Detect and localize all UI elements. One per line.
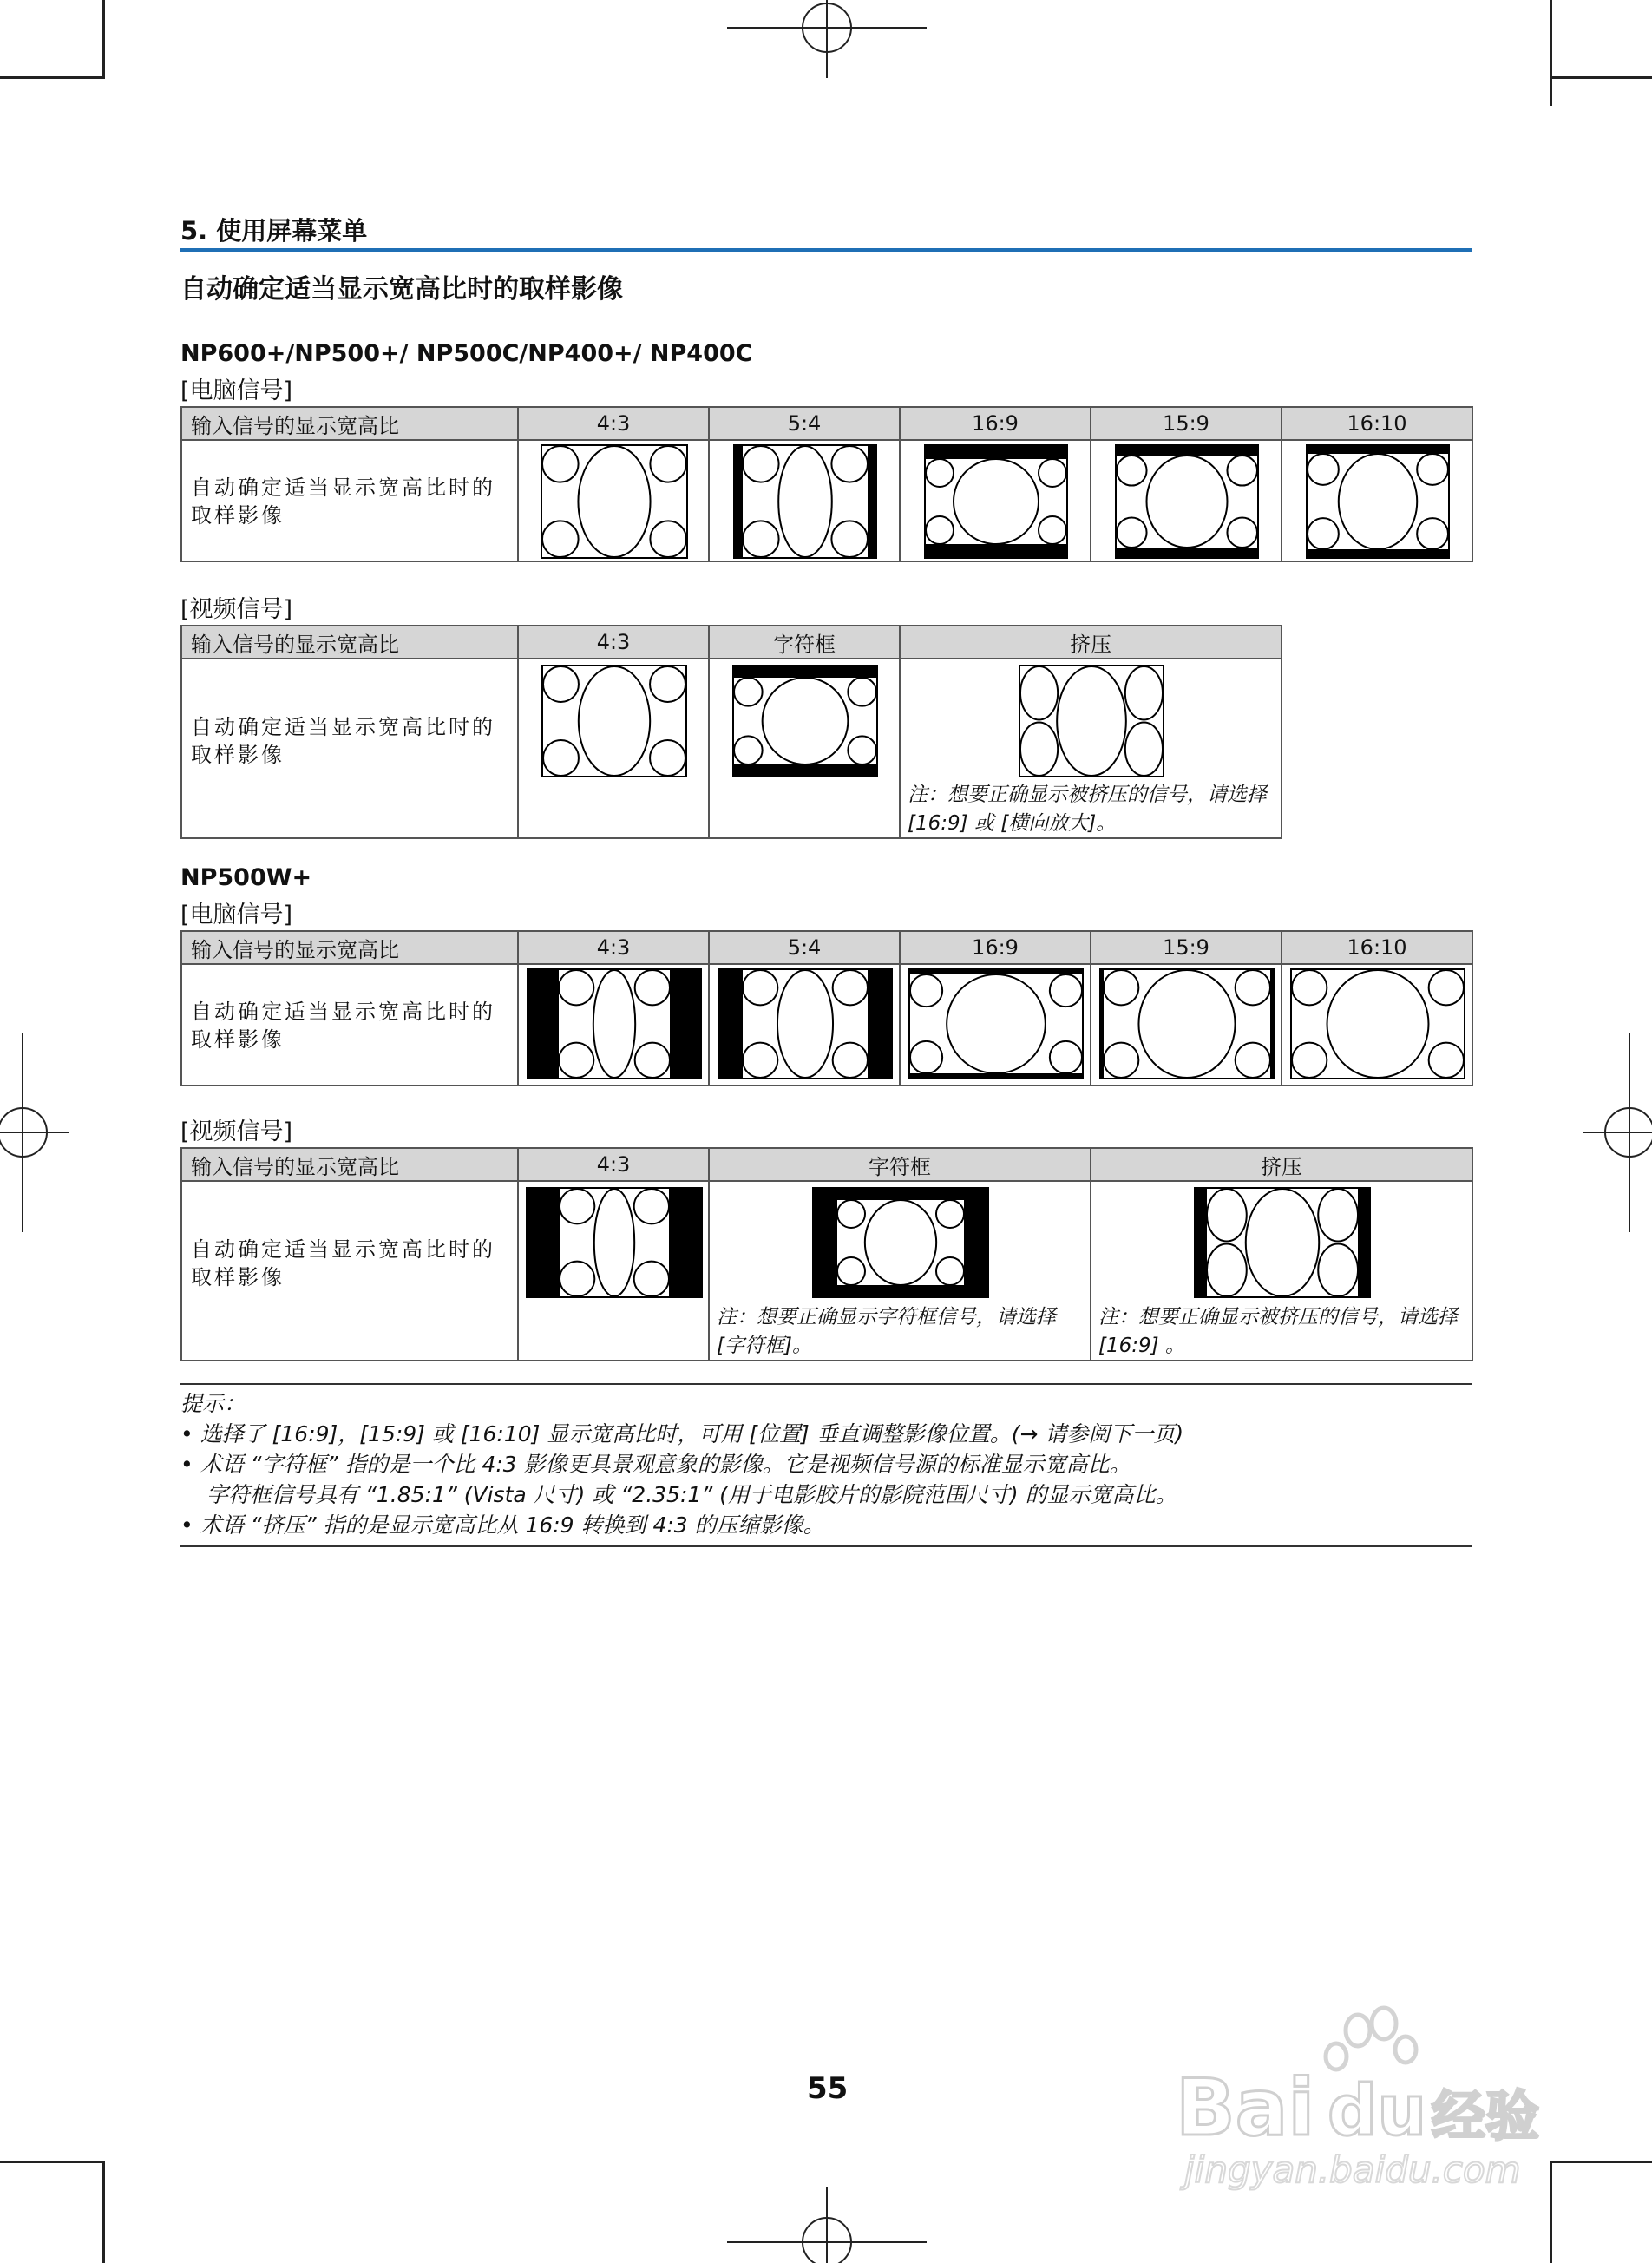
corner-circle [743, 446, 779, 482]
corner-circle [559, 1043, 593, 1078]
sample-image [1290, 968, 1465, 1079]
crop-mark [1550, 2161, 1652, 2163]
center-circle [1147, 456, 1228, 548]
sample-cell [900, 440, 1091, 561]
corner-circle [634, 1189, 669, 1223]
corner-circle [542, 446, 579, 482]
corner-circle [560, 1262, 594, 1296]
corner-circle [743, 1043, 777, 1078]
corner-circle [848, 736, 876, 764]
corner-circle [1207, 1189, 1247, 1241]
corner-circle [1308, 518, 1339, 549]
sample-image [812, 1187, 989, 1298]
corner-circle [650, 740, 685, 776]
corner-circle [837, 1200, 865, 1228]
corner-circle [634, 1262, 669, 1296]
sample-cell [1282, 964, 1472, 1086]
aspect-table-video-1 [180, 625, 1282, 839]
corner-circle [559, 970, 593, 1005]
corner-circle [910, 1041, 942, 1073]
sample-cell [1091, 1181, 1472, 1361]
table-row [181, 440, 1472, 561]
corner-circle [1429, 970, 1464, 1005]
row-label: 自动确定适当显示宽高比时的取样影像 [181, 659, 518, 838]
corner-circle [734, 736, 763, 764]
corner-circle [543, 666, 579, 702]
svg-text:Bai: Bai [1176, 2063, 1315, 2154]
header-cell: 4:3 [518, 1148, 709, 1181]
center-circle [1246, 1189, 1319, 1296]
sample-cell [900, 659, 1282, 838]
row-label: 自动确定适当显示宽高比时的取样影像 [181, 440, 518, 561]
corner-circle [910, 974, 942, 1007]
corner-circle [1117, 517, 1147, 548]
crop-mark [0, 76, 105, 79]
corner-circle [833, 1043, 868, 1078]
sample-image [908, 968, 1084, 1079]
table-header-row [181, 407, 1472, 440]
header-cell: 字符框 [709, 626, 900, 659]
corner-circle [743, 521, 779, 557]
corner-circle [1020, 666, 1058, 719]
row-label: 自动确定适当显示宽高比时的取样影像 [181, 1181, 518, 1361]
aspect-table-video-2 [180, 1147, 1473, 1361]
center-circle [1339, 454, 1417, 549]
corner-circle [650, 446, 686, 482]
section-title: 5. 使用屏幕菜单 [180, 216, 368, 246]
corner-circle [1125, 666, 1163, 719]
sample-image [541, 444, 688, 559]
sample-image [718, 968, 893, 1079]
aspect-table-pc-2 [180, 930, 1473, 1086]
hint-line: 字符框信号具有 “1.85:1” (Vista 尺寸) 或 “2.35:1” (用于电影胶片的影院范围尺寸) 的显示宽高比。 [206, 1482, 1177, 1507]
registration-mark-top [727, 0, 927, 78]
corner-circle [1050, 974, 1082, 1007]
corner-circle [542, 521, 579, 557]
corner-circle [635, 1043, 670, 1078]
hint-line: • 选择了 [16:9]，[15:9] 或 [16:10] 显示宽高比时，可用 [位置] 垂直调整影像位置。(→ 请参阅下一页) [180, 1421, 1184, 1446]
corner-circle [1104, 1043, 1138, 1078]
svg-text:du: du [1328, 2070, 1427, 2151]
corner-circle [1227, 517, 1257, 548]
header-cell: 15:9 [1091, 931, 1282, 964]
sample-image [1306, 444, 1450, 559]
corner-circle [650, 521, 686, 557]
hints-title: 提示： [180, 1391, 246, 1416]
page-title: 自动确定适当显示宽高比时的取样影像 [180, 274, 623, 305]
corner-circle [1292, 1043, 1327, 1078]
sample-cell [709, 440, 900, 561]
center-circle [947, 974, 1046, 1073]
header-cell: 挤压 [1091, 1148, 1472, 1181]
header-cell: 16:9 [900, 407, 1091, 440]
header-cell: 字符框 [709, 1148, 1091, 1181]
center-circle [593, 970, 635, 1078]
registration-mark-right [1583, 1033, 1652, 1232]
table-note: 注：想要正确显示被挤压的信号，请选择 [16:9] 或 [横向放大]。 [908, 784, 1267, 835]
center-circle [579, 666, 650, 776]
sample-image [527, 968, 702, 1079]
table-header-row [181, 626, 1282, 659]
header-cell: 挤压 [900, 626, 1282, 659]
table-row [181, 1181, 1472, 1361]
corner-circle [1039, 516, 1066, 544]
corner-circle [1308, 454, 1339, 485]
header-cell: 输入信号的显示宽高比 [181, 407, 518, 440]
center-circle [1328, 970, 1429, 1078]
corner-circle [833, 970, 868, 1005]
crop-mark [1550, 2161, 1552, 2263]
corner-circle [1227, 456, 1257, 486]
center-circle [778, 446, 832, 557]
corner-circle [926, 459, 954, 487]
sample-cell [1091, 964, 1282, 1086]
crop-mark [0, 2161, 105, 2163]
aspect-table-pc-1 [180, 406, 1473, 562]
header-cell: 5:4 [709, 931, 900, 964]
sample-cell [709, 1181, 1091, 1361]
crop-mark [1550, 76, 1652, 79]
center-circle [1057, 666, 1126, 776]
center-circle [777, 970, 833, 1078]
header-cell: 输入信号的显示宽高比 [181, 626, 518, 659]
sample-cell [518, 964, 709, 1086]
corner-circle [1125, 723, 1163, 776]
sample-cell [1091, 440, 1282, 561]
header-cell: 5:4 [709, 407, 900, 440]
table-note: 注：想要正确显示字符框信号，请选择 [字符框]。 [717, 1306, 1056, 1357]
sample-cell [709, 964, 900, 1086]
hints-box [180, 1383, 1472, 1547]
baidu-watermark-logo [1176, 2004, 1549, 2204]
svg-text:经验: 经验 [1432, 2084, 1540, 2148]
sample-cell [518, 1181, 709, 1361]
corner-circle [837, 1257, 865, 1285]
signal-label: [电脑信号] [180, 902, 293, 928]
corner-circle [1117, 456, 1147, 486]
sample-image [526, 1187, 703, 1298]
corner-circle [1207, 1244, 1247, 1296]
sample-cell [900, 964, 1091, 1086]
header-cell: 4:3 [518, 931, 709, 964]
corner-circle [1020, 723, 1058, 776]
table-row [181, 659, 1282, 838]
hint-line: • 术语 “字符框” 指的是一个比 4:3 影像更具景观意象的影像。它是视频信号源的标准显示宽高比。 [180, 1452, 1131, 1477]
corner-circle [1039, 459, 1066, 487]
title-rule [180, 248, 1472, 252]
row-label: 自动确定适当显示宽高比时的取样影像 [181, 964, 518, 1086]
header-cell: 16:9 [900, 931, 1091, 964]
crop-mark [102, 0, 105, 76]
sample-image [733, 444, 877, 559]
corner-circle [1318, 1244, 1358, 1296]
corner-circle [1292, 970, 1327, 1005]
table-row [181, 964, 1472, 1086]
header-cell: 15:9 [1091, 407, 1282, 440]
center-circle [763, 678, 849, 764]
signal-label: [电脑信号] [180, 377, 293, 404]
corner-circle [926, 516, 954, 544]
header-cell: 16:10 [1282, 407, 1472, 440]
sample-cell [1282, 440, 1472, 561]
corner-circle [650, 666, 685, 702]
corner-circle [831, 521, 868, 557]
corner-circle [1050, 1041, 1082, 1073]
corner-circle [1236, 1043, 1270, 1078]
registration-mark-bottom [727, 2187, 927, 2263]
corner-circle [848, 678, 876, 706]
crop-mark [102, 2161, 105, 2263]
crop-mark [1550, 0, 1552, 106]
page-number: 55 [807, 2071, 849, 2106]
signal-label: [视频信号] [180, 596, 293, 623]
corner-circle [734, 678, 763, 706]
corner-circle [1429, 1043, 1464, 1078]
corner-circle [743, 970, 777, 1005]
hint-line: • 术语 “挤压” 指的是显示宽高比从 16:9 转换到 4:3 的压缩影像。 [180, 1512, 825, 1538]
sample-cell [518, 659, 709, 838]
header-cell: 16:10 [1282, 931, 1472, 964]
model-name: NP500W+ [180, 864, 312, 891]
signal-label: [视频信号] [180, 1118, 293, 1145]
corner-circle [543, 740, 579, 776]
sample-image [1194, 1187, 1371, 1298]
corner-circle [1104, 970, 1138, 1005]
center-circle [954, 459, 1039, 544]
header-cell: 4:3 [518, 626, 709, 659]
corner-circle [560, 1189, 594, 1223]
center-circle [594, 1189, 634, 1296]
sample-image [924, 444, 1068, 559]
sample-image [1099, 968, 1275, 1079]
corner-circle [936, 1257, 964, 1285]
corner-circle [1417, 454, 1448, 485]
sample-image [1019, 665, 1164, 777]
table-header-row [181, 931, 1472, 964]
center-circle [1138, 970, 1235, 1078]
model-name: NP600+/NP500+/ NP500C/NP400+/ NP400C [180, 340, 753, 367]
header-cell: 4:3 [518, 407, 709, 440]
sample-image [1115, 444, 1259, 559]
table-header-row [181, 1148, 1472, 1181]
corner-circle [936, 1200, 964, 1228]
header-cell: 输入信号的显示宽高比 [181, 1148, 518, 1181]
corner-circle [1236, 970, 1270, 1005]
svg-text:jingyan.baidu.com: jingyan.baidu.com [1184, 2148, 1521, 2191]
corner-circle [1417, 518, 1448, 549]
registration-mark-left [0, 1033, 69, 1232]
sample-cell [518, 440, 709, 561]
sample-image [541, 665, 687, 777]
corner-circle [1318, 1189, 1358, 1241]
sample-image [732, 665, 878, 777]
corner-circle [635, 970, 670, 1005]
header-cell: 输入信号的显示宽高比 [181, 931, 518, 964]
corner-circle [831, 446, 868, 482]
center-circle [865, 1200, 936, 1285]
sample-cell [709, 659, 900, 838]
table-note: 注：想要正确显示被挤压的信号，请选择 [16:9] 。 [1098, 1306, 1458, 1357]
center-circle [578, 446, 650, 557]
